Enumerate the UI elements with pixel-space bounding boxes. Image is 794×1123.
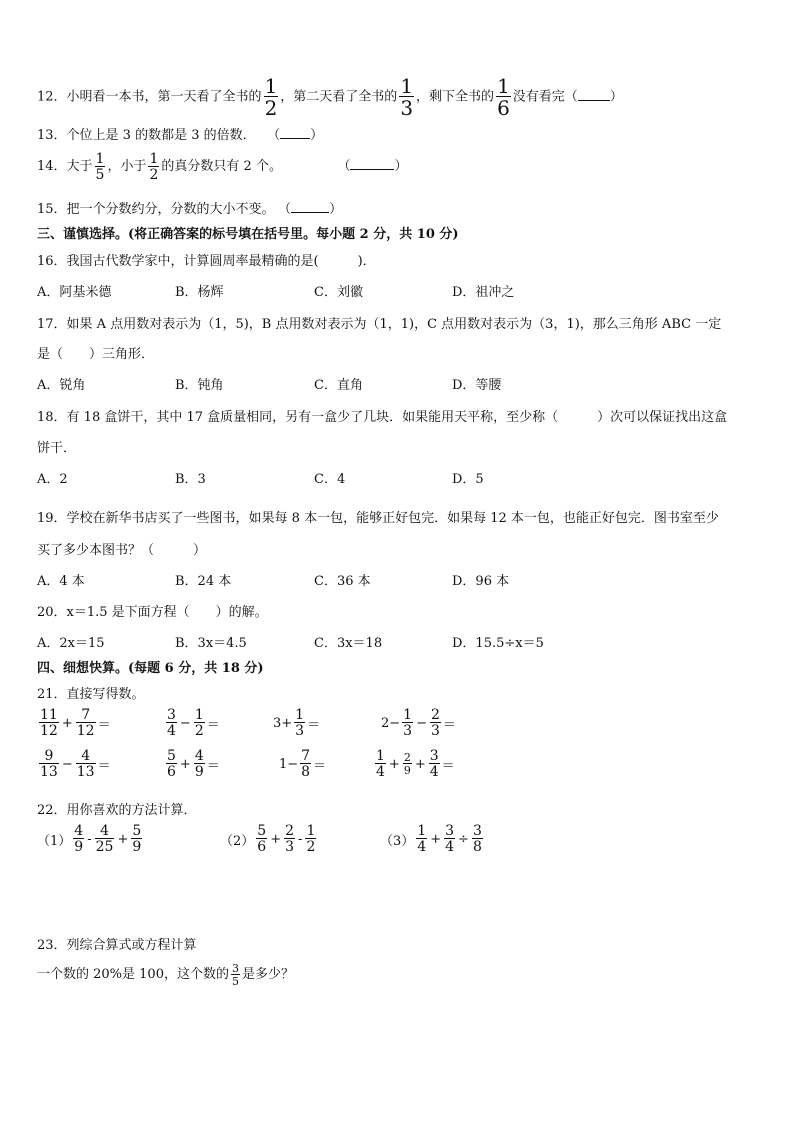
expression-8: $\frac{1}{4}$ + $\frac{2}{9}$ + $\frac{3}{4}$ ＝ (376, 748, 455, 780)
question-text: 14．大于 (37, 159, 93, 174)
option-d[interactable]: D．祖冲之 (452, 285, 515, 300)
question-text: 小明看一本书，第一天看了全书的 (66, 89, 262, 105)
fraction: $\frac{1}{2}$ (264, 74, 278, 120)
calc-problem-1: （1） $\frac{4}{9}$ - $\frac{4}{25}$ + $\frac{5}{9}$ (37, 823, 142, 855)
expression-1: $\frac{11}{12}$ + $\frac{7}{12}$ ＝ (40, 707, 111, 739)
option-a[interactable]: A．锐角 (37, 378, 86, 393)
question-12: 12．小明看一本书，第一天看了全书的 $\frac{1}{2}$ ，第二天看了全书的 $\frac{1}{3}$ ，剩下全书的 $\frac{1}{6}$ 没有看完（ ） (37, 74, 623, 120)
option-d[interactable]: D．15.5÷x＝5 (452, 636, 544, 651)
section-heading-4: 四、细想快算。(每题 6 分，共 18 分) (37, 661, 264, 676)
question-23-body: 一个数的 20%是 100，这个数的 $\frac{3}{5}$ 是多少？ (37, 961, 294, 988)
fraction: $\frac{1}{2}$ (149, 150, 159, 183)
question-14: 14．大于 $\frac{1}{5}$ ，小于 $\frac{1}{2}$ 的真分数只有 2 个。 （ ） (37, 150, 408, 183)
option-d[interactable]: D．96 本 (452, 574, 510, 589)
question-20: 20．x＝1.5 是下面方程（ ）的解。 (37, 605, 268, 620)
question-23-title: 23．列综合算式或方程计算 (37, 938, 197, 953)
expression-6: $\frac{5}{6}$ + $\frac{4}{9}$ ＝ (167, 748, 220, 780)
option-c[interactable]: C．4 (314, 472, 346, 487)
question-17-line1: 17．如果 A 点用数对表示为（1，5)，B 点用数对表示为（1，1)，C 点用数对表示为（3，1)，那么三角形 ABC 一定 (37, 317, 722, 332)
expression-4: 2− $\frac{1}{3}$ − $\frac{2}{3}$ ＝ (381, 707, 456, 739)
option-b[interactable]: B．钝角 (175, 378, 224, 393)
expression-3: 3+ $\frac{1}{3}$ ＝ (273, 707, 321, 739)
answer-blank[interactable] (280, 126, 310, 139)
question-19-line1: 19．学校在新华书店买了一些图书，如果每 8 本一包，能够正好包完．如果每 12 本一包，也能正好包完．图书室至少 (37, 511, 719, 526)
option-c[interactable]: C．3x＝18 (314, 636, 383, 651)
expression-7: 1− $\frac{7}{8}$ ＝ (279, 748, 327, 780)
option-d[interactable]: D．等腰 (452, 378, 502, 393)
answer-blank[interactable] (578, 88, 610, 101)
option-c[interactable]: C．刘徽 (314, 285, 363, 300)
option-d[interactable]: D．5 (452, 472, 484, 487)
option-c[interactable]: C．36 本 (314, 574, 371, 589)
question-text: ，小于 (107, 159, 147, 174)
question-text: ，剩下全书的 (416, 89, 495, 105)
answer-blank[interactable] (291, 200, 329, 213)
fraction: $\frac{1}{5}$ (95, 150, 105, 183)
section-heading-3: 三、谨慎选择。(将正确答案的标号填在括号里。每小题 2 分，共 10 分) (37, 227, 459, 242)
question-15: 15．把一个分数约分，分数的大小不变。 （ ） (37, 202, 343, 217)
option-a[interactable]: A．阿基米德 (37, 285, 112, 300)
fraction: $\frac{1}{6}$ (497, 74, 510, 120)
question-13: 13．个位上是 3 的数都是 3 的倍数． （ ） (37, 128, 324, 143)
question-19-line2: 买了多少本图书？（ ） (37, 543, 207, 558)
option-b[interactable]: B．3x＝4.5 (175, 636, 247, 651)
fraction: $\frac{1}{3}$ (400, 74, 414, 120)
expression-2: $\frac{3}{4}$ − $\frac{1}{2}$ ＝ (167, 707, 220, 739)
question-text: 没有看完（ (512, 89, 578, 105)
question-22-title: 22．用你喜欢的方法计算． (37, 803, 197, 818)
calc-problem-3: （3） $\frac{1}{4}$ + $\frac{3}{4}$ ÷ $\frac{3}{8}$ (380, 823, 482, 855)
question-21-title: 21．直接写得数。 (37, 687, 145, 702)
question-text: 13．个位上是 3 的数都是 3 的倍数． (37, 128, 256, 143)
question-text: 的真分数只有 2 个。 (161, 159, 282, 174)
option-b[interactable]: B．24 本 (175, 574, 232, 589)
option-a[interactable]: A．2 (37, 472, 68, 487)
answer-blank[interactable] (350, 157, 394, 170)
question-text: ，第二天看了全书的 (280, 89, 398, 105)
question-18-line1: 18．有 18 盒饼干，其中 17 盒质量相同，另有一盒少了几块．如果能用天平称，至少称（ ）次可以保证找出这盒 (37, 410, 728, 425)
option-c[interactable]: C．直角 (314, 378, 363, 393)
question-18-line2: 饼干． (37, 441, 77, 456)
question-16: 16．我国古代数学家中，计算圆周率最精确的是( )． (37, 254, 376, 269)
option-a[interactable]: A．4 本 (37, 574, 85, 589)
fraction: $\frac{3}{5}$ (231, 961, 239, 988)
option-a[interactable]: A．2x＝15 (37, 636, 105, 651)
question-number: 12． (37, 89, 67, 105)
question-text: 15．把一个分数约分，分数的大小不变。 (37, 202, 275, 217)
option-b[interactable]: B．3 (175, 472, 206, 487)
calc-problem-2: （2） $\frac{5}{6}$ + $\frac{2}{3}$ - $\frac{1}{2}$ (220, 823, 316, 855)
option-b[interactable]: B．杨辉 (175, 285, 224, 300)
question-17-line2: 是（ ）三角形． (37, 347, 155, 362)
expression-5: $\frac{9}{13}$ − $\frac{4}{13}$ ＝ (40, 748, 111, 780)
